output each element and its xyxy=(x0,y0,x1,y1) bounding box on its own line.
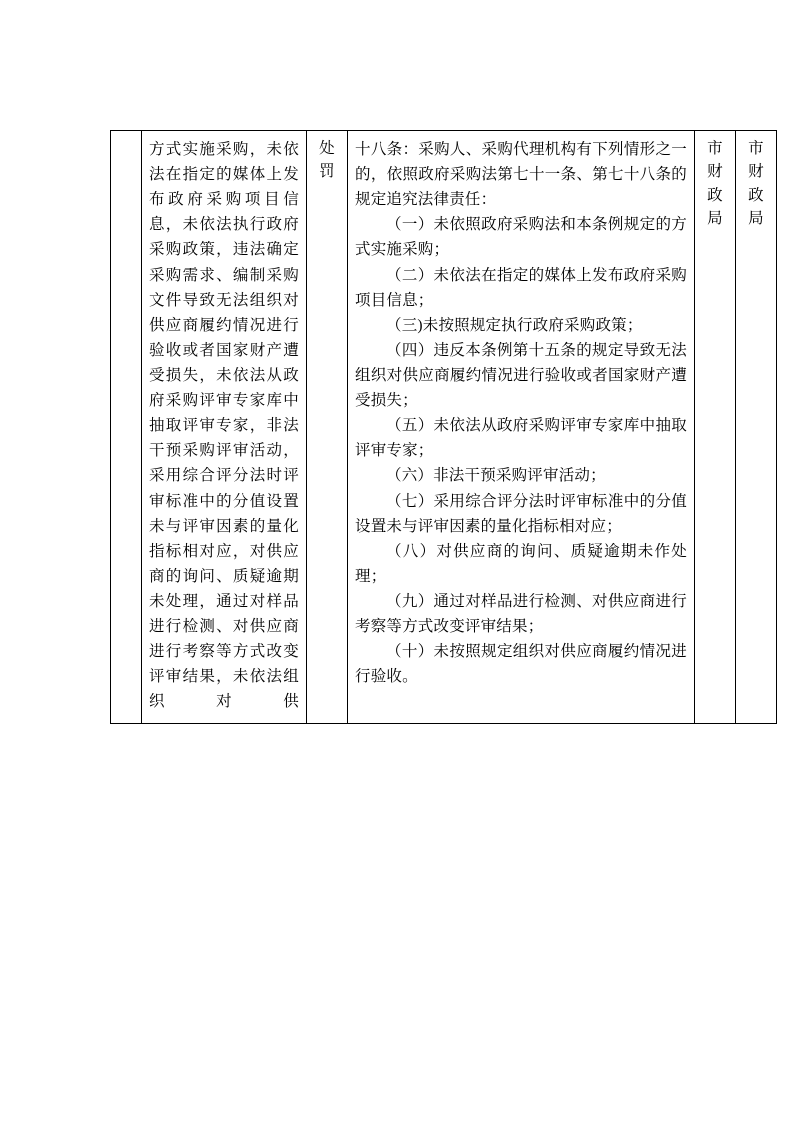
cell-index xyxy=(111,131,142,724)
cell-supervisor-text: 市财政局 xyxy=(748,140,764,227)
table-container xyxy=(110,130,764,724)
legal-paragraph: （八）对供应商的询问、质疑逾期未作处理； xyxy=(355,542,687,585)
cell-legal-basis xyxy=(348,131,695,724)
cell-description xyxy=(142,131,307,724)
legal-paragraph: （二）未依法在指定的媒体上发布政府采购项目信息； xyxy=(355,266,687,309)
cell-supervisor xyxy=(736,131,777,724)
cell-description-text: 方式实施采购，未依法在指定的媒体上发布政府采购项目信息，未依法执行政府采购政策，违法确定采购需求、编制采购文件导致无法组织对供应商履约情况进行验收或者国家财产遭受损失，未依法从政府采购评审专家库中抽取评审专家，非法干预采购评审活动，采用综合评分法时评审标准中的分值设置未与评审因素的量化指标相对应，对供应商的询问、质疑逾期未处理，通过对样品进行检测、对供应商进行考察等方式改变评审结果，未依法组织对供 xyxy=(149,141,299,711)
table-row xyxy=(111,131,777,724)
legal-paragraph: （四）违反本条例第十五条的规定导致无法组织对供应商履约情况进行验收或者国家财产遭受损失； xyxy=(355,341,687,410)
regulation-table xyxy=(110,130,777,724)
cell-authority-text: 市财政局 xyxy=(707,140,723,227)
legal-paragraph: （七）采用综合评分法时评审标准中的分值设置未与评审因素的量化指标相对应； xyxy=(355,492,687,535)
legal-paragraph: （五）未依法从政府采购评审专家库中抽取评审专家； xyxy=(355,417,687,460)
legal-paragraph: （九）通过对样品进行检测、对供应商进行考察等方式改变评审结果； xyxy=(355,592,687,636)
cell-authority xyxy=(695,131,736,724)
legal-paragraph: （十）未按照规定组织对供应商履约情况进行验收。 xyxy=(355,643,687,686)
legal-paragraph: （六）非法干预采购评审活动； xyxy=(386,467,606,485)
cell-penalty-type xyxy=(307,131,348,724)
legal-paragraph: （一）未依照政府采购法和本条例规定的方式实施采购； xyxy=(355,216,687,259)
legal-paragraph: （三)未按照规定执行政府采购政策； xyxy=(386,316,643,334)
legal-paragraph: 十八条：采购人、采购代理机构有下列情形之一的，依照政府采购法第七十一条、第七十八条的规定追究法律责任： xyxy=(355,141,687,209)
cell-penalty-type-text: 处罚 xyxy=(319,140,335,181)
